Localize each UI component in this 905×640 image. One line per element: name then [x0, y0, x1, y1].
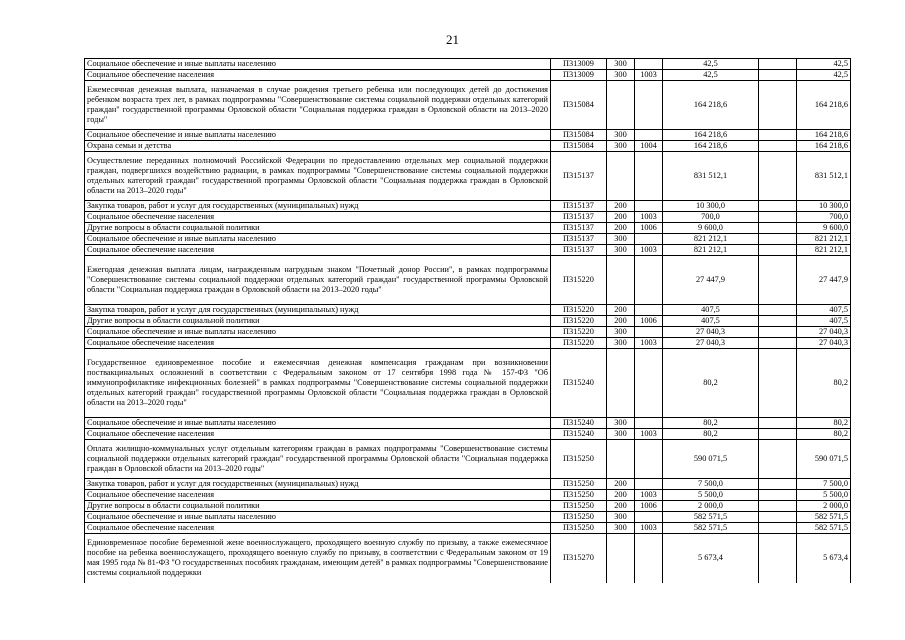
row-other — [759, 479, 797, 490]
row-amount: 80,2 — [663, 349, 759, 418]
row-rz — [635, 440, 663, 479]
row-amount: 407,5 — [663, 305, 759, 316]
row-total: 27 040,3 — [797, 327, 851, 338]
row-rz: 1003 — [635, 490, 663, 501]
row-amount: 9 600,0 — [663, 223, 759, 234]
row-total: 164 218,6 — [797, 130, 851, 141]
row-code: П315137 — [551, 201, 607, 212]
row-other — [759, 130, 797, 141]
row-name: Закупка товаров, работ и услуг для государственных (муниципальных) нужд — [85, 479, 551, 490]
row-code: П315220 — [551, 316, 607, 327]
row-name: Закупка товаров, работ и услуг для государственных (муниципальных) нужд — [85, 201, 551, 212]
row-name: Другие вопросы в области социальной политики — [85, 223, 551, 234]
row-other — [759, 316, 797, 327]
row-name: Социальное обеспечение и иные выплаты населению — [85, 234, 551, 245]
row-amount: 27 447,9 — [663, 256, 759, 305]
row-amount: 831 512,1 — [663, 152, 759, 201]
row-total: 7 500,0 — [797, 479, 851, 490]
row-name: Социальное обеспечение населения — [85, 212, 551, 223]
row-vr: 300 — [607, 429, 635, 440]
row-rz: 1004 — [635, 141, 663, 152]
page-number: 21 — [446, 32, 459, 47]
row-total: 407,5 — [797, 305, 851, 316]
row-code: П315220 — [551, 338, 607, 349]
row-rz: 1006 — [635, 501, 663, 512]
row-name: Ежегодная денежная выплата лицам, награжденным нагрудным знаком "Почетный донор России", в рамках подпрограммы "Совершенствование системы социальной поддержки отдельных категорий граждан" государственной программы Орловской области "Социальная поддержка граждан в Орловской области на 2013–2020 годы" — [85, 256, 551, 305]
row-other — [759, 245, 797, 256]
row-name: Социальное обеспечение населения — [85, 523, 551, 534]
row-rz — [635, 305, 663, 316]
row-name: Ежемесячная денежная выплата, назначаемая в случае рождения третьего ребенка или последующих детей до достижения ребенком возраста трех лет, в рамках подпрограммы "Совершенствование системы социальной поддержки отдельных категорий граждан" государственной программы Орловской области "Социальная поддержка граждан в Орловской области на 2013–2020 годы" — [85, 81, 551, 130]
table-row — [85, 501, 851, 512]
row-amount: 164 218,6 — [663, 141, 759, 152]
budget-table — [84, 58, 851, 583]
row-rz — [635, 59, 663, 70]
table-row — [85, 152, 851, 201]
row-amount: 582 571,5 — [663, 523, 759, 534]
row-vr — [607, 349, 635, 418]
row-code: П315240 — [551, 429, 607, 440]
row-name: Социальное обеспечение и иные выплаты населению — [85, 59, 551, 70]
table-row — [85, 512, 851, 523]
row-other — [759, 201, 797, 212]
row-other — [759, 81, 797, 130]
row-total: 582 571,5 — [797, 523, 851, 534]
row-code: П315250 — [551, 512, 607, 523]
row-code: П315240 — [551, 418, 607, 429]
row-other — [759, 59, 797, 70]
table-row — [85, 523, 851, 534]
row-vr: 200 — [607, 223, 635, 234]
row-code: П315137 — [551, 234, 607, 245]
row-code: П315137 — [551, 245, 607, 256]
row-rz: 1003 — [635, 338, 663, 349]
row-total: 407,5 — [797, 316, 851, 327]
row-amount: 27 040,3 — [663, 338, 759, 349]
row-amount: 2 000,0 — [663, 501, 759, 512]
row-code: П315084 — [551, 130, 607, 141]
row-total: 80,2 — [797, 418, 851, 429]
row-vr: 300 — [607, 523, 635, 534]
table-row — [85, 316, 851, 327]
row-code: П315250 — [551, 490, 607, 501]
row-other — [759, 429, 797, 440]
table-row — [85, 418, 851, 429]
row-total: 5 673,4 — [797, 534, 851, 583]
table-row — [85, 305, 851, 316]
row-amount: 5 673,4 — [663, 534, 759, 583]
row-rz — [635, 152, 663, 201]
row-vr: 200 — [607, 316, 635, 327]
row-vr — [607, 152, 635, 201]
table-row — [85, 429, 851, 440]
row-other — [759, 523, 797, 534]
table-row — [85, 338, 851, 349]
row-amount: 821 212,1 — [663, 234, 759, 245]
row-other — [759, 152, 797, 201]
row-code: П315250 — [551, 479, 607, 490]
table-row — [85, 349, 851, 418]
row-name: Единовременное пособие беременной жене военнослужащего, проходящего военную службу по призыву, а также ежемесячное пособие на ребенка военнослужащего, проходящего военную службу по призыву, в соответствии с Федеральным законом от 19 мая 1995 года № 81-ФЗ "О государственных пособиях гражданам, имеющим детей" в рамках подпрограммы "Совершенствование системы социальной поддержки — [85, 534, 551, 583]
table-row — [85, 212, 851, 223]
table-row — [85, 256, 851, 305]
row-other — [759, 534, 797, 583]
row-total: 700,0 — [797, 212, 851, 223]
row-vr: 300 — [607, 59, 635, 70]
row-rz: 1003 — [635, 70, 663, 81]
row-amount: 164 218,6 — [663, 130, 759, 141]
row-code: П315250 — [551, 523, 607, 534]
row-rz: 1003 — [635, 245, 663, 256]
row-rz — [635, 418, 663, 429]
row-rz — [635, 512, 663, 523]
row-total: 80,2 — [797, 429, 851, 440]
row-other — [759, 349, 797, 418]
table-row — [85, 327, 851, 338]
table-row — [85, 479, 851, 490]
row-rz — [635, 479, 663, 490]
table-row — [85, 234, 851, 245]
row-vr: 300 — [607, 512, 635, 523]
row-other — [759, 212, 797, 223]
row-amount: 80,2 — [663, 429, 759, 440]
row-name: Социальное обеспечение и иные выплаты населению — [85, 418, 551, 429]
row-other — [759, 141, 797, 152]
row-vr: 200 — [607, 212, 635, 223]
row-other — [759, 490, 797, 501]
row-amount: 80,2 — [663, 418, 759, 429]
row-total: 821 212,1 — [797, 234, 851, 245]
row-vr: 300 — [607, 338, 635, 349]
row-name: Закупка товаров, работ и услуг для государственных (муниципальных) нужд — [85, 305, 551, 316]
row-code: П315137 — [551, 152, 607, 201]
row-rz — [635, 201, 663, 212]
row-other — [759, 256, 797, 305]
row-total: 2 000,0 — [797, 501, 851, 512]
row-rz — [635, 349, 663, 418]
table-row — [85, 223, 851, 234]
row-amount: 164 218,6 — [663, 81, 759, 130]
row-name: Другие вопросы в области социальной политики — [85, 316, 551, 327]
row-code: П315240 — [551, 349, 607, 418]
row-total: 9 600,0 — [797, 223, 851, 234]
row-other — [759, 512, 797, 523]
row-amount: 42,5 — [663, 59, 759, 70]
row-vr: 300 — [607, 130, 635, 141]
row-total: 10 300,0 — [797, 201, 851, 212]
row-other — [759, 418, 797, 429]
row-other — [759, 223, 797, 234]
row-other — [759, 440, 797, 479]
row-amount: 582 571,5 — [663, 512, 759, 523]
table-row — [85, 130, 851, 141]
row-name: Оплата жилищно-коммунальных услуг отдельным категориям граждан в рамках подпрограммы "Совершенствование системы социальной поддержки отдельных категорий граждан" государственной программы Орловской области "Социальная поддержка граждан в Орловской области на 2013–2020 годы" — [85, 440, 551, 479]
row-other — [759, 305, 797, 316]
row-name: Государственное единовременное пособие и ежемесячная денежная компенсация гражданам при возникновении поствакцинальных осложнений в соответствии с Федеральным законом от 17 сентября 1998 года № 157-ФЗ "Об иммунопрофилактике инфекционных болезней" в рамках подпрограммы "Совершенствование системы социальной поддержки отдельных категорий граждан" государственной программы Орловской области "Социальная поддержка граждан в Орловской области на 2013–2020 годы" — [85, 349, 551, 418]
table-row — [85, 81, 851, 130]
row-total: 821 212,1 — [797, 245, 851, 256]
row-vr: 300 — [607, 141, 635, 152]
row-code: П315084 — [551, 81, 607, 130]
row-other — [759, 327, 797, 338]
row-vr — [607, 534, 635, 583]
row-total: 5 500,0 — [797, 490, 851, 501]
row-code: П313009 — [551, 70, 607, 81]
row-rz — [635, 256, 663, 305]
row-name: Социальное обеспечение населения — [85, 245, 551, 256]
row-name: Осуществление переданных полномочий Российской Федерации по предоставлению отдельных мер социальной поддержки граждан, подвергшихся воздействию радиации, в рамках подпрограммы "Совершенствование системы социальной поддержки отдельных категорий граждан" государственной программы Орловской области "Социальная поддержка граждан в Орловской области на 2013–2020 годы" — [85, 152, 551, 201]
table-row — [85, 70, 851, 81]
row-vr: 200 — [607, 201, 635, 212]
row-rz — [635, 234, 663, 245]
row-vr — [607, 256, 635, 305]
row-amount: 407,5 — [663, 316, 759, 327]
row-code: П315250 — [551, 501, 607, 512]
row-vr: 300 — [607, 234, 635, 245]
table-row — [85, 534, 851, 583]
row-name: Социальное обеспечение населения — [85, 70, 551, 81]
row-name: Социальное обеспечение и иные выплаты населению — [85, 130, 551, 141]
row-code: П315137 — [551, 212, 607, 223]
table-row — [85, 440, 851, 479]
row-vr: 200 — [607, 490, 635, 501]
row-amount: 42,5 — [663, 70, 759, 81]
row-code: П315250 — [551, 440, 607, 479]
table-row — [85, 201, 851, 212]
row-total: 164 218,6 — [797, 81, 851, 130]
row-code: П313009 — [551, 59, 607, 70]
row-name: Другие вопросы в области социальной политики — [85, 501, 551, 512]
row-total: 80,2 — [797, 349, 851, 418]
row-rz: 1003 — [635, 212, 663, 223]
row-vr: 300 — [607, 327, 635, 338]
row-rz: 1006 — [635, 316, 663, 327]
table-row — [85, 245, 851, 256]
row-vr: 200 — [607, 479, 635, 490]
row-rz — [635, 327, 663, 338]
row-code: П315084 — [551, 141, 607, 152]
row-amount: 590 071,5 — [663, 440, 759, 479]
row-total: 164 218,6 — [797, 141, 851, 152]
row-amount: 10 300,0 — [663, 201, 759, 212]
row-other — [759, 70, 797, 81]
row-name: Социальное обеспечение населения — [85, 429, 551, 440]
row-amount: 821 212,1 — [663, 245, 759, 256]
row-vr: 300 — [607, 245, 635, 256]
row-name: Социальное обеспечение населения — [85, 490, 551, 501]
row-vr: 300 — [607, 418, 635, 429]
row-total: 27 040,3 — [797, 338, 851, 349]
row-rz: 1003 — [635, 429, 663, 440]
row-code: П315220 — [551, 256, 607, 305]
row-total: 42,5 — [797, 70, 851, 81]
row-amount: 700,0 — [663, 212, 759, 223]
table-row — [85, 59, 851, 70]
row-rz: 1003 — [635, 523, 663, 534]
row-name: Социальное обеспечение и иные выплаты населению — [85, 327, 551, 338]
row-vr: 200 — [607, 501, 635, 512]
row-amount: 5 500,0 — [663, 490, 759, 501]
row-code: П315137 — [551, 223, 607, 234]
row-total: 42,5 — [797, 59, 851, 70]
row-vr — [607, 81, 635, 130]
table-row — [85, 141, 851, 152]
row-name: Социальное обеспечение населения — [85, 338, 551, 349]
row-vr: 300 — [607, 70, 635, 81]
row-rz — [635, 81, 663, 130]
row-amount: 27 040,3 — [663, 327, 759, 338]
row-name: Охрана семьи и детства — [85, 141, 551, 152]
row-code: П315220 — [551, 305, 607, 316]
row-rz — [635, 534, 663, 583]
row-total: 27 447,9 — [797, 256, 851, 305]
row-code: П315270 — [551, 534, 607, 583]
row-other — [759, 338, 797, 349]
row-rz — [635, 130, 663, 141]
row-other — [759, 501, 797, 512]
row-name: Социальное обеспечение и иные выплаты населению — [85, 512, 551, 523]
row-amount: 7 500,0 — [663, 479, 759, 490]
row-rz: 1006 — [635, 223, 663, 234]
row-total: 582 571,5 — [797, 512, 851, 523]
row-code: П315220 — [551, 327, 607, 338]
row-other — [759, 234, 797, 245]
row-total: 831 512,1 — [797, 152, 851, 201]
row-vr — [607, 440, 635, 479]
row-total: 590 071,5 — [797, 440, 851, 479]
table-row — [85, 490, 851, 501]
row-vr: 200 — [607, 305, 635, 316]
